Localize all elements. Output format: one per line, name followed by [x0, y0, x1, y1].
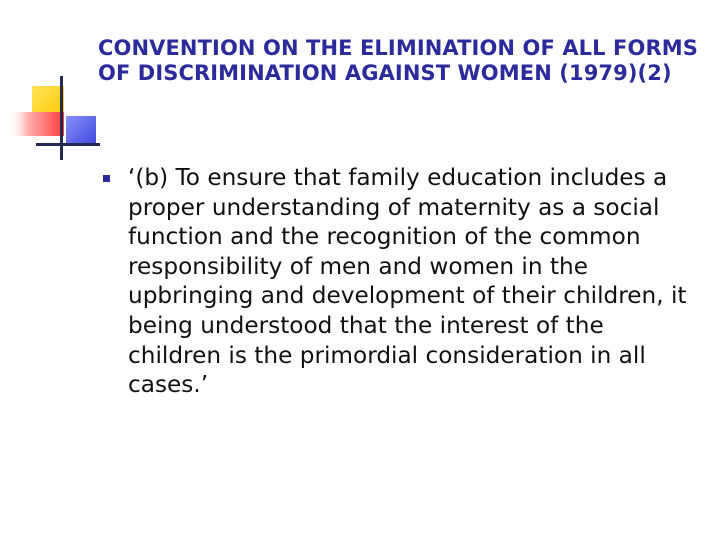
blue-square — [66, 116, 96, 146]
bullet-text: ‘(b) To ensure that family education includes a proper understanding of maternity as a social function and the recognition of the common responsibility of men and women in the upbringing and development of their children, it being understood that the interest of the children is the primordial consideration in all cases.’ — [128, 164, 687, 399]
horizontal-line — [36, 143, 100, 146]
bullet-list — [103, 163, 703, 400]
vertical-line — [60, 76, 63, 160]
bullet-item — [103, 163, 703, 400]
red-bar — [8, 112, 64, 136]
slide-title: CONVENTION ON THE ELIMINATION OF ALL FORMS OF DISCRIMINATION AGAINST WOMEN (1979)(2) — [98, 36, 698, 85]
square-bullet-icon — [103, 175, 110, 182]
decorative-squares-logo — [0, 0, 110, 170]
